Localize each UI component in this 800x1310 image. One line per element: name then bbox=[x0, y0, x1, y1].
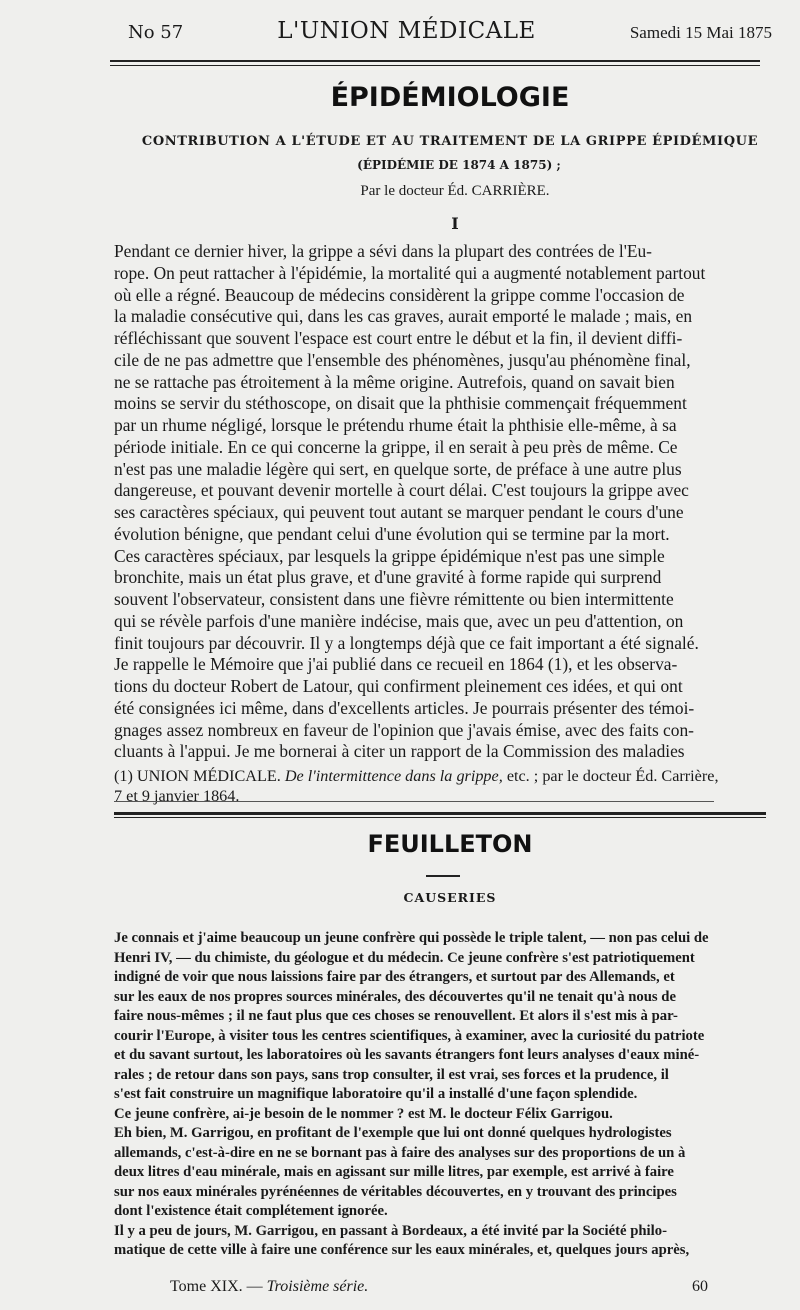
article-line: gnages assez nombreux en faveur de l'opinion que j'avais émise, avec des faits con- bbox=[114, 719, 694, 740]
article-line: été consignées ici même, dans d'excellents articles. Je pourrais présenter des témoi- bbox=[114, 697, 695, 718]
feuilleton-line: Ce jeune confrère, ai-je besoin de le nommer ? est M. le docteur Félix Garrigou. bbox=[114, 1105, 613, 1122]
feuilleton-line: Eh bien, M. Garrigou, en profitant de l'exemple que lui ont donné quelques hydrologistes bbox=[114, 1125, 672, 1141]
article-author: Par le docteur Éd. CARRIÈRE. bbox=[360, 183, 550, 199]
article-line: moins se servir du stéthoscope, on disait que la phthisie commençait fréquemment bbox=[114, 393, 687, 414]
footnote-date: 7 et 9 janvier 1864. bbox=[114, 787, 240, 805]
feuilleton-rule bbox=[114, 812, 766, 818]
page-header bbox=[128, 18, 772, 44]
issue-date: Samedi 15 Mai 1875 bbox=[629, 23, 772, 42]
volume-label: Tome XIX. — bbox=[170, 1278, 263, 1295]
article-title: CONTRIBUTION A L'ÉTUDE ET AU TRAITEMENT DE LA GRIPPE ÉPIDÉMIQUE bbox=[141, 134, 759, 149]
feuilleton-line: allemands, c'est-à-dire en ne se bornant pas à faire des analyses sur des proportions de un à bbox=[114, 1144, 686, 1161]
article-line: Ces caractères spéciaux, par lesquels la grippe épidémique n'est pas une simple bbox=[114, 545, 665, 566]
article-line: qui se révèle parfois d'une manière indécise, mais que, avec un peu d'attention, on bbox=[114, 610, 684, 631]
feuilleton-line: matique de cette ville à faire une conférence sur les eaux minérales, et, quelques jours après, bbox=[114, 1242, 690, 1258]
article-subtitle: (ÉPIDÉMIE DE 1874 A 1875) ; bbox=[357, 158, 561, 172]
feuilleton-line: deux litres d'eau minérale, mais en agissant sur mille litres, par exemple, est arrivé à faire bbox=[114, 1164, 674, 1180]
article-line: souvent l'observateur, consistent dans une fièvre rémittente ou bien intermittente bbox=[114, 589, 674, 609]
feuilleton-line: s'est fait construire un magnifique laboratoire qu'il a installé d'une façon splendide. bbox=[114, 1086, 638, 1102]
article-line: Pendant ce dernier hiver, la grippe a sévi dans la plupart des contrées de l'Eu- bbox=[114, 241, 652, 261]
header-rule bbox=[110, 60, 760, 66]
feuilleton-line: rales ; de retour dans son pays, sans trop consulter, il est vrai, ses forces et la prudence, il bbox=[114, 1066, 669, 1083]
footnote-rest: etc. ; par le docteur Éd. Carrière, bbox=[506, 767, 719, 785]
article-line: tions du docteur Robert de Latour, qui confirment pleinement ces idées, et qui ont bbox=[114, 676, 683, 696]
article-line: où elle a régné. Beaucoup de médecins considèrent la grippe comme l'occasion de bbox=[114, 284, 685, 305]
article-line: dangereuse, et pouvant devenir mortelle à court délai. C'est toujours la grippe avec bbox=[114, 480, 689, 501]
issue-number: No 57 bbox=[128, 22, 184, 43]
feuilleton-line: Il y a peu de jours, M. Garrigou, en passant à Bordeaux, a été invité par la Société philo- bbox=[114, 1222, 667, 1239]
article-line: ses caractères spéciaux, qui peuvent tout autant se marquer pendant le cours d'une bbox=[114, 502, 684, 522]
article-line: réfléchissant que souvent l'espace est court entre le début et la fin, il devient diffi- bbox=[114, 328, 683, 348]
article-line: finit toujours par découvrir. Il y a longtemps déjà que ce fait important a été signalé. bbox=[114, 632, 699, 653]
article-part-number: I bbox=[451, 214, 459, 233]
article-line: cluants à l'appui. Je me bornerai à citer un rapport de la Commission des maladies bbox=[114, 741, 685, 762]
feuilleton-line: Je connais et j'aime beaucoup un jeune confrère qui possède le triple talent, — non pas celui de bbox=[114, 930, 709, 946]
feuilleton-line: courir l'Europe, à visiter tous les centres scientifiques, à examiner, avec la curiosité du patriote bbox=[114, 1027, 705, 1044]
article-line: rope. On peut rattacher à l'épidémie, la mortalité qui a augmenté notablement partout bbox=[114, 262, 706, 283]
article-line: n'est pas une maladie légère qui sert, en quelque sorte, de préface à une autre plus bbox=[114, 458, 682, 479]
series-label: Troisième série. bbox=[266, 1278, 369, 1295]
article-line: période initiale. En ce qui concerne la grippe, il en serait à peu près de même. Ce bbox=[114, 436, 678, 457]
page-footer bbox=[170, 1278, 708, 1296]
article-line: cile de ne pas admettre que l'ensemble des phénomènes, jusqu'au phénomène final, bbox=[114, 349, 691, 370]
article-line: ne se rattache pas étroitement à la même origine. Autrefois, quand on savait bien bbox=[114, 371, 675, 392]
section-title-feuilleton: FEUILLETON bbox=[367, 830, 533, 858]
feuilleton-line: et du savant surtout, les laboratoires où les savants étrangers font leurs analyses d'eaux miné- bbox=[114, 1047, 700, 1063]
journal-title: L'UNION MÉDICALE bbox=[277, 18, 536, 44]
article-body bbox=[114, 241, 766, 763]
article-line: bronchite, mais un état plus grave, et d'une gravité à forme rapide qui surprend bbox=[114, 567, 662, 588]
section-title-epidemiologie: ÉPIDÉMIOLOGIE bbox=[330, 82, 570, 113]
footnote-italic-title: De l'intermittence dans la grippe, bbox=[284, 767, 503, 785]
page-number: 60 bbox=[692, 1278, 708, 1295]
article-footnote bbox=[114, 766, 766, 806]
feuilleton-subtitle: CAUSERIES bbox=[403, 890, 497, 905]
article-line: la maladie consécutive qui, dans les cas graves, aurait emporté le malade ; mais, en bbox=[114, 306, 693, 327]
article-line: par un rhume négligé, lorsque le prétendu rhume était la phthisie elle-même, à sa bbox=[114, 415, 677, 435]
title-ornament-rule bbox=[426, 875, 460, 877]
feuilleton-line: sur nos eaux minérales pyrénéennes de véritables découvertes, en y trouvant des principes bbox=[114, 1183, 677, 1200]
feuilleton-line: Henri IV, — du chimiste, du géologue et du médecin. Ce jeune confrère s'est patriotiquement bbox=[114, 949, 695, 966]
article-line: Je rappelle le Mémoire que j'ai publié dans ce recueil en 1864 (1), et les observa- bbox=[114, 654, 678, 675]
article-line: évolution bénigne, que pendant celui d'une évolution qui se termine par la mort. bbox=[114, 523, 670, 544]
feuilleton-line: sur les eaux de nos propres sources minérales, des découvertes qu'il ne tenait qu'à nous de bbox=[114, 988, 676, 1005]
footnote-rule bbox=[114, 801, 714, 802]
feuilleton-line: faire nous-mêmes ; il ne faut plus que ces choses se renouvellent. Et alors il s'est mis à par- bbox=[114, 1008, 678, 1024]
feuilleton-line: dont l'existence était complétement ignorée. bbox=[114, 1203, 388, 1219]
feuilleton-line: indigné de voir que nous laissions faire par des étrangers, et surtout par des Allemands, et bbox=[114, 969, 675, 985]
feuilleton-body bbox=[114, 929, 770, 1261]
footnote-source: (1) UNION MÉDICALE. bbox=[114, 767, 281, 785]
